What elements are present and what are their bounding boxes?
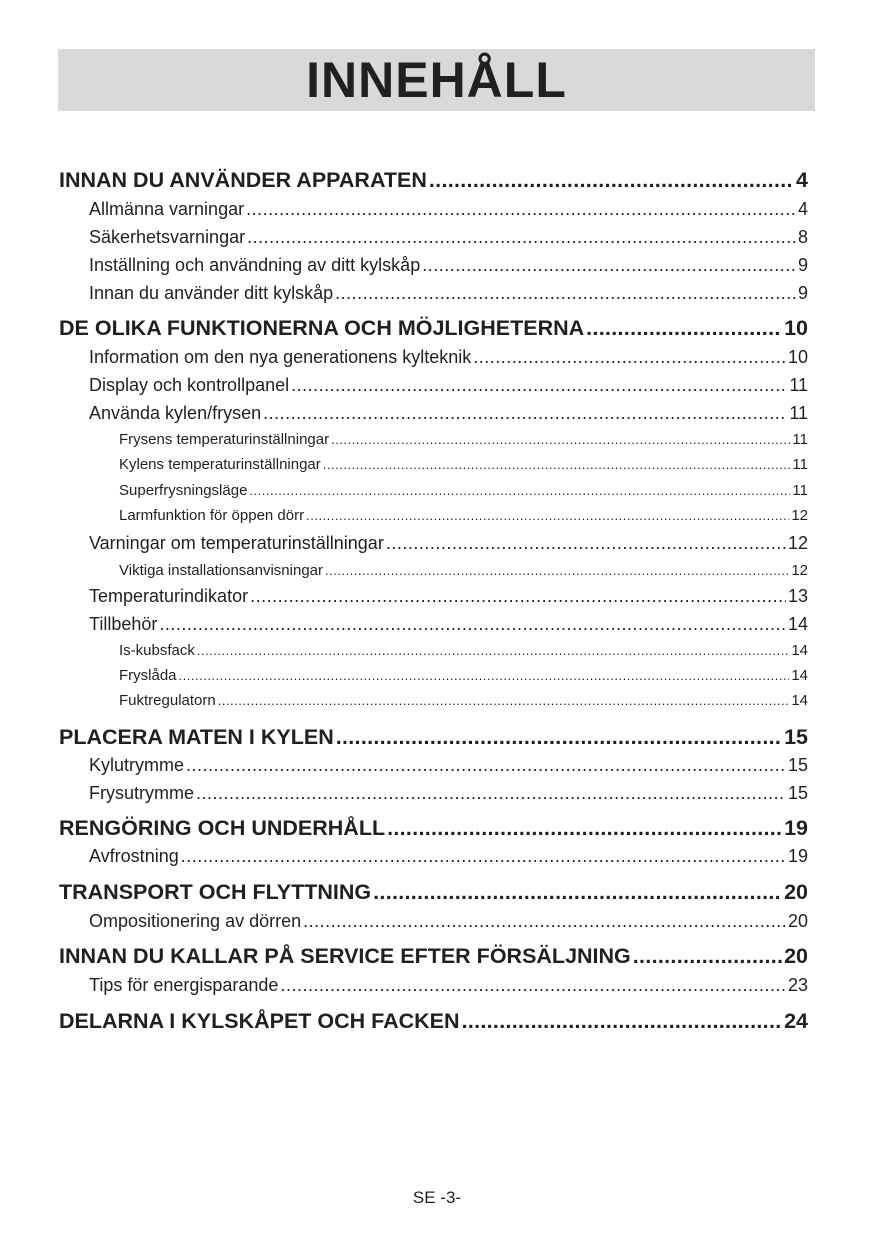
leader-dots [422, 255, 796, 276]
leader-dots [186, 755, 786, 776]
toc-item[interactable]: Allmänna varningar ..... 4 [89, 199, 808, 220]
leader-dots [159, 614, 786, 635]
leader-dots [387, 816, 782, 841]
toc-item[interactable]: Varningar om temperaturinställningar ..... 12 [89, 533, 808, 554]
toc-item[interactable]: Inställning och användning av ditt kylskåp ..... 9 [89, 255, 808, 276]
leader-dots [325, 562, 789, 579]
toc-subitem[interactable]: Larmfunktion för öppen dörr ..... 12 [119, 507, 808, 524]
toc-section[interactable]: RENGÖRING OCH UNDERHÅLL ..... 19 [59, 816, 808, 841]
toc-item[interactable]: Tips för energisparande ..... 23 [89, 975, 808, 996]
toc-item[interactable]: Säkerhetsvarningar ..... 8 [89, 227, 808, 248]
toc-subitem[interactable]: Superfrysningsläge ..... 11 [119, 482, 808, 499]
toc-subitem[interactable]: Fuktregulatorn ..... 14 [119, 692, 808, 709]
leader-dots [633, 944, 782, 969]
toc-subitem[interactable]: Fryslåda ..... 14 [119, 667, 808, 684]
toc-item[interactable]: Temperaturindikator ..... 13 [89, 586, 808, 607]
leader-dots [181, 846, 786, 867]
title-banner [58, 49, 815, 111]
toc-item[interactable]: Display och kontrollpanel ..... 11 [89, 375, 808, 396]
leader-dots [196, 783, 786, 804]
toc-item[interactable]: Kylutrymme ..... 15 [89, 755, 808, 776]
toc-item[interactable]: Ompositionering av dörren ..... 20 [89, 911, 808, 932]
toc-section[interactable]: INNAN DU KALLAR PÅ SERVICE EFTER FÖRSÄLJNING ..... 20 [59, 944, 808, 969]
leader-dots [586, 316, 782, 341]
page-number: SE -3- [412, 1188, 462, 1207]
toc-subitem[interactable]: Kylens temperaturinställningar ..... 11 [119, 456, 808, 473]
leader-dots [473, 347, 786, 368]
toc-item[interactable]: Tillbehör ..... 14 [89, 614, 808, 635]
leader-dots [247, 227, 796, 248]
leader-dots [218, 692, 790, 709]
leader-dots [386, 533, 786, 554]
leader-dots [197, 642, 789, 659]
toc-item[interactable]: Frysutrymme ..... 15 [89, 783, 808, 804]
leader-dots [336, 725, 782, 750]
leader-dots [429, 168, 794, 193]
toc-section[interactable]: INNAN DU ANVÄNDER APPARATEN ..... 4 [59, 168, 808, 193]
toc-section[interactable]: TRANSPORT OCH FLYTTNING ..... 20 [59, 880, 808, 905]
toc-item[interactable]: Innan du använder ditt kylskåp ..... 9 [89, 283, 808, 304]
toc-section[interactable]: DE OLIKA FUNKTIONERNA OCH MÖJLIGHETERNA ..... 10 [59, 316, 808, 341]
leader-dots [263, 403, 787, 424]
leader-dots [373, 880, 782, 905]
leader-dots [280, 975, 786, 996]
leader-dots [291, 375, 787, 396]
leader-dots [179, 667, 790, 684]
toc-section[interactable]: PLACERA MATEN I KYLEN ..... 15 [59, 725, 808, 750]
leader-dots [303, 911, 786, 932]
leader-dots [335, 283, 796, 304]
toc-subitem[interactable]: Viktiga installationsanvisningar ..... 12 [119, 562, 808, 579]
toc-subitem[interactable]: Is-kubsfack ..... 14 [119, 642, 808, 659]
leader-dots [462, 1009, 783, 1034]
leader-dots [246, 199, 796, 220]
leader-dots [331, 431, 790, 448]
leader-dots [249, 482, 790, 499]
toc-item[interactable]: Avfrostning ..... 19 [89, 846, 808, 867]
leader-dots [250, 586, 786, 607]
leader-dots [306, 507, 789, 524]
toc-section[interactable]: DELARNA I KYLSKÅPET OCH FACKEN ..... 24 [59, 1009, 808, 1034]
page-title: INNEHÅLL [306, 52, 567, 108]
toc-subitem[interactable]: Frysens temperaturinställningar ..... 11 [119, 431, 808, 448]
toc-item[interactable]: Information om den nya generationens kylteknik ..... 10 [89, 347, 808, 368]
leader-dots [323, 456, 791, 473]
toc-item[interactable]: Använda kylen/frysen ..... 11 [89, 403, 808, 424]
